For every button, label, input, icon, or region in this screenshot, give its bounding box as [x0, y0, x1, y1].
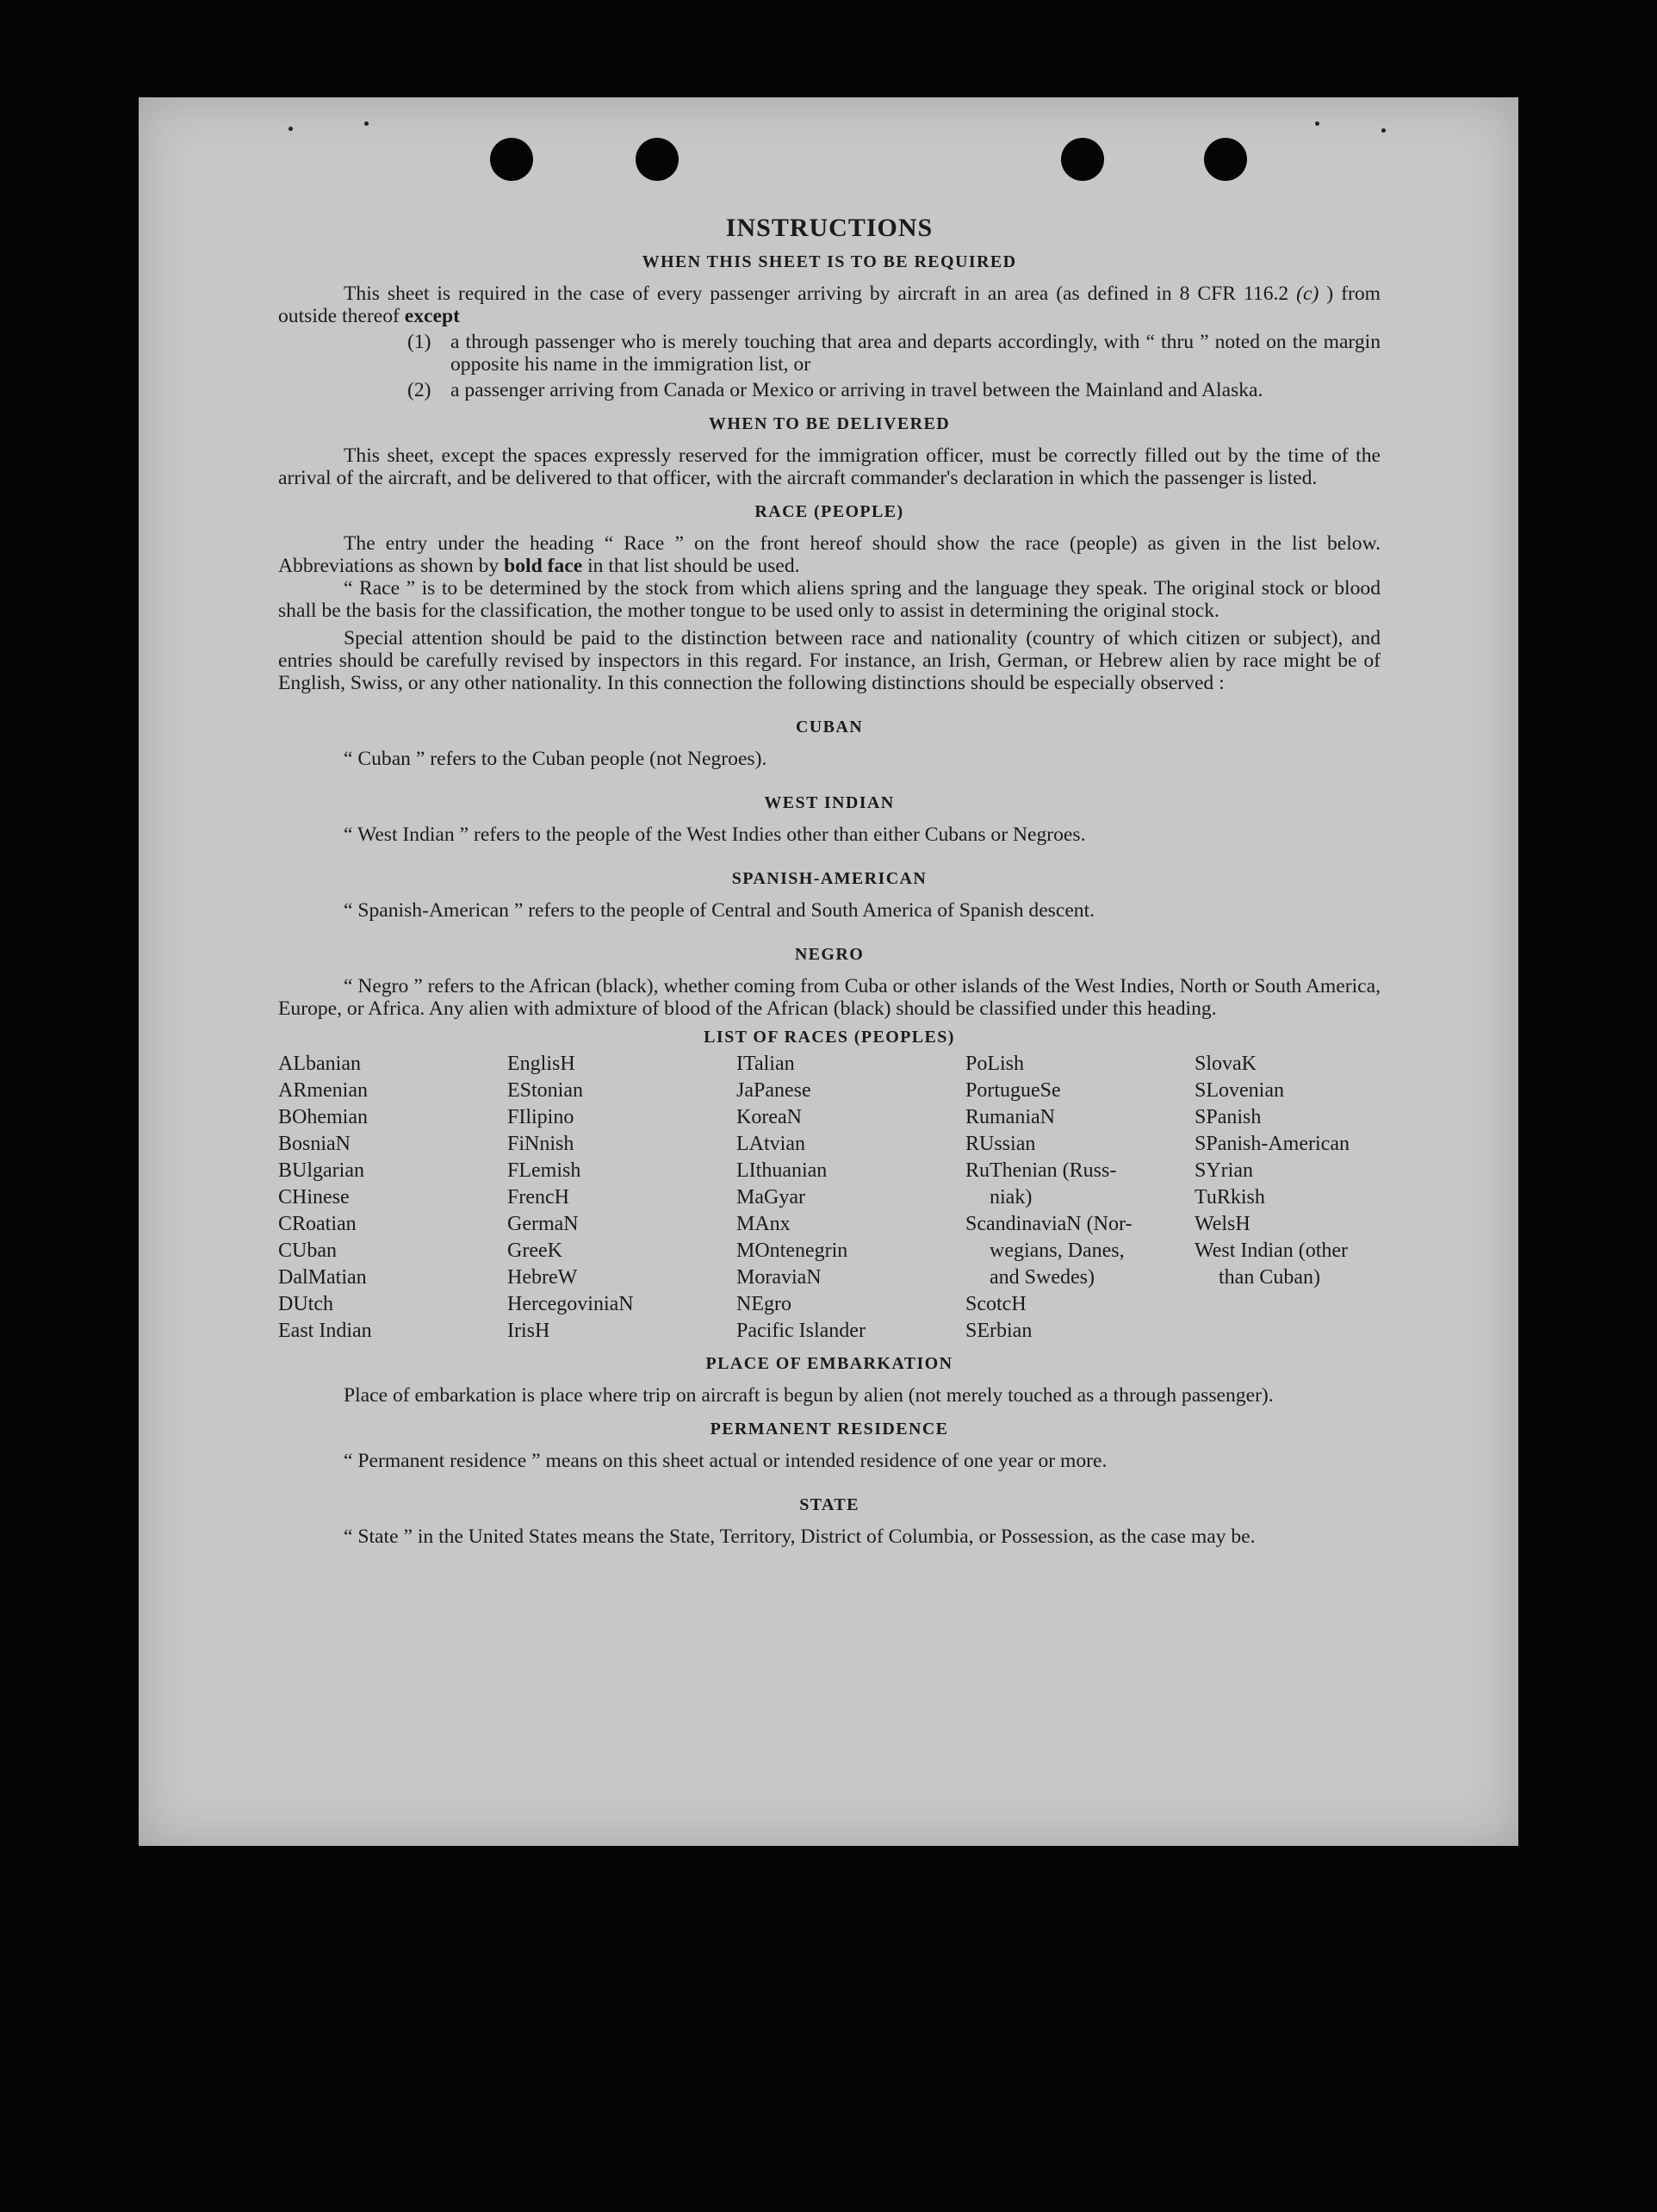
race-entry: CHinese [278, 1186, 350, 1209]
race-entry: than Cuban) [1219, 1266, 1320, 1289]
section-heading-race: RACE (PEOPLE) [754, 502, 904, 521]
races-column-2 [507, 1051, 736, 1345]
spanish-american-paragraph: “ Spanish-American ” refers to the people of Central and South America of Spanish descent. [344, 899, 1095, 922]
race-entry: and Swedes) [990, 1266, 1095, 1289]
race-entry: KoreaN [736, 1106, 802, 1128]
section-heading-embarkation: PLACE OF EMBARKATION [705, 1354, 953, 1373]
race-entry: EStonian [507, 1079, 583, 1102]
race-entry: ScotcH [965, 1293, 1027, 1315]
delivered-paragraph: This sheet, except the spaces expressly reserved for the immigration officer, must be correctly filled out by the time of the arrival of the aircraft, and be delivered to that officer, with the aircraft commander's declaration in which the passenger is listed. [278, 444, 1381, 489]
race-entry: NEgro [736, 1293, 791, 1315]
races-column-5 [1195, 1051, 1424, 1345]
race-entry: ALbanian [278, 1053, 361, 1075]
instructions-body [278, 214, 1381, 1548]
section-heading-delivered: WHEN TO BE DELIVERED [708, 414, 951, 433]
race-entry: PoLish [965, 1053, 1025, 1075]
races-column-1 [278, 1051, 507, 1345]
race-entry: LIthuanian [736, 1159, 828, 1182]
race-entry: SPanish-American [1195, 1133, 1350, 1155]
punch-hole [1204, 138, 1247, 181]
race-entry: PortugueSe [965, 1079, 1061, 1102]
section-heading-state: STATE [799, 1495, 860, 1514]
races-column-4 [965, 1051, 1195, 1345]
race-entry: FLemish [507, 1159, 581, 1182]
race-entry: wegians, Danes, [990, 1240, 1125, 1262]
race-entry: CUban [278, 1240, 337, 1262]
race-entry: niak) [990, 1186, 1033, 1209]
race-entry: TuRkish [1195, 1186, 1265, 1209]
race-entry: MOntenegrin [736, 1240, 848, 1262]
speck [1315, 121, 1319, 126]
required-except: except [404, 305, 460, 327]
list-item [407, 331, 1381, 376]
race-entry: FIlipino [507, 1106, 574, 1128]
race-entry: MoraviaN [736, 1266, 822, 1289]
race-text-bold: bold face [504, 555, 583, 577]
race-entry: JaPanese [736, 1079, 811, 1102]
race-entry: BOhemian [278, 1106, 368, 1128]
section-heading-residence: PERMANENT RESIDENCE [710, 1420, 949, 1438]
race-entry: MaGyar [736, 1186, 805, 1209]
document-sheet [139, 97, 1518, 1846]
section-heading-required: WHEN THIS SHEET IS TO BE REQUIRED [642, 252, 1017, 271]
race-entry: ScandinaviaN (Nor- [965, 1213, 1133, 1235]
race-entry: BosniaN [278, 1133, 351, 1155]
item-text: a passenger arriving from Canada or Mexico or arriving in travel between the Mainland and Alaska. [450, 379, 1263, 401]
cuban-paragraph: “ Cuban ” refers to the Cuban people (not Negroes). [344, 748, 767, 770]
race-entry: DalMatian [278, 1266, 367, 1289]
item-number: (1) [407, 331, 431, 353]
race-entry: FiNnish [507, 1133, 574, 1155]
list-item [407, 379, 1381, 401]
race-paragraph-3: Special attention should be paid to the distinction between race and nationality (country of which citizen or subject), and entries should be carefully revised by inspectors in this regard. For instance, an Irish, German, or Hebrew alien by race might be of English, Swiss, or any other nationality. In this connection the following distinctions should be especially observed : [278, 627, 1381, 694]
page-title: INSTRUCTIONS [725, 214, 934, 242]
race-entry: RumaniaN [965, 1106, 1055, 1128]
race-entry: HercegoviniaN [507, 1293, 634, 1315]
race-entry: MAnx [736, 1213, 791, 1235]
speck [1381, 128, 1386, 133]
races-column-3 [736, 1051, 965, 1345]
race-entry: LAtvian [736, 1133, 805, 1155]
race-entry: CRoatian [278, 1213, 357, 1235]
embarkation-paragraph: Place of embarkation is place where trip on aircraft is begun by alien (not merely touched as a through passenger). [344, 1384, 1274, 1407]
races-table [278, 1051, 1381, 1345]
race-entry: WelsH [1195, 1213, 1251, 1235]
speck [289, 127, 293, 131]
state-paragraph: “ State ” in the United States means the State, Territory, District of Columbia, or Possession, as the case may be. [344, 1525, 1256, 1548]
race-entry: East Indian [278, 1320, 372, 1342]
race-entry: ITalian [736, 1053, 795, 1075]
race-entry: HebreW [507, 1266, 578, 1289]
race-entry: RuThenian (Russ- [965, 1159, 1117, 1182]
required-paragraph [278, 283, 1381, 327]
race-entry: SYrian [1195, 1159, 1253, 1182]
required-text: This sheet is required in the case of every passenger arriving by aircraft in an area (as defined in 8 CFR 116.2 [344, 283, 1297, 305]
race-entry: FrencH [507, 1186, 569, 1209]
punch-hole [636, 138, 679, 181]
race-entry: SErbian [965, 1320, 1033, 1342]
race-entry: BUlgarian [278, 1159, 364, 1182]
race-entry: West Indian (other [1195, 1240, 1349, 1262]
section-heading-negro: NEGRO [794, 945, 865, 964]
item-text: a through passenger who is merely touching that area and departs accordingly, with “ thru ” noted on the margin opposite his name in the immigration list, or [450, 331, 1381, 376]
section-heading-west-indian: WEST INDIAN [764, 793, 895, 812]
race-paragraph-1 [278, 532, 1381, 577]
required-text: ) from outside thereof [278, 283, 1381, 327]
race-text: The entry under the heading “ Race ” on the front hereof should show the race (people) as given in the list below. Abbreviations as shown by [278, 532, 1381, 577]
punch-hole [1061, 138, 1104, 181]
race-entry: GreeK [507, 1240, 562, 1262]
residence-paragraph: “ Permanent residence ” means on this sheet actual or intended residence of one year or more. [344, 1450, 1108, 1472]
race-entry: Pacific Islander [736, 1320, 866, 1342]
race-entry: GermaN [507, 1213, 579, 1235]
punch-hole [490, 138, 533, 181]
race-entry: SPanish [1195, 1106, 1262, 1128]
race-entry: SLovenian [1195, 1079, 1284, 1102]
race-text: in that list should be used. [582, 555, 800, 577]
required-text-italic: (c) [1296, 283, 1319, 305]
race-entry: SlovaK [1195, 1053, 1257, 1075]
section-heading-spanish-american: SPANISH-AMERICAN [731, 869, 928, 888]
negro-paragraph: “ Negro ” refers to the African (black), whether coming from Cuba or other islands of the West Indies, North or South America, Europe, or Africa. Any alien with admixture of blood of the African (black) should be classified under this heading. [278, 975, 1381, 1020]
section-heading-cuban: CUBAN [795, 718, 864, 736]
race-paragraph-2: “ Race ” is to be determined by the stock from which aliens spring and the language they speak. The original stock or blood shall be the basis for the classification, the mother tongue to be used only to assist in determining the original stock. [278, 577, 1381, 622]
race-entry: RUssian [965, 1133, 1036, 1155]
race-entry: DUtch [278, 1293, 333, 1315]
race-entry: EnglisH [507, 1053, 575, 1075]
speck [364, 121, 369, 126]
section-heading-list-of-races: LIST OF RACES (PEOPLES) [704, 1028, 955, 1047]
west-indian-paragraph: “ West Indian ” refers to the people of the West Indies other than either Cubans or Negroes. [344, 823, 1086, 846]
item-number: (2) [407, 379, 431, 401]
race-entry: IrisH [507, 1320, 550, 1342]
race-entry: ARmenian [278, 1079, 368, 1102]
